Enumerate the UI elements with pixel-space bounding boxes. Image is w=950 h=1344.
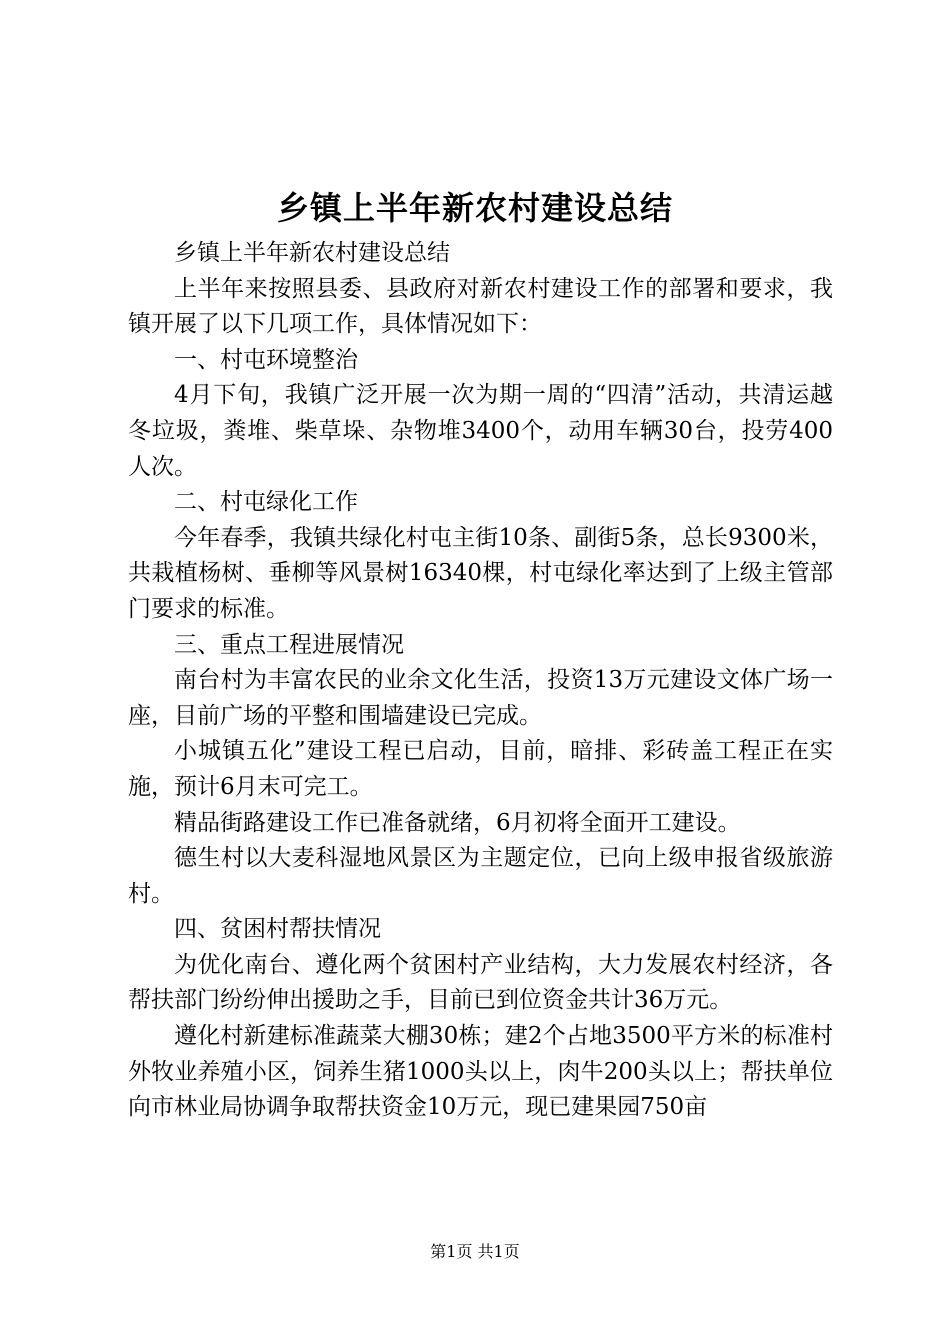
paragraph-subtitle: 乡镇上半年新农村建设总结 [174,240,450,266]
section-heading-2: 二、村屯绿化工作 [174,489,358,516]
paragraph: 精品街路建设工作已准备就绪，6月初将全面开工建设。 [174,809,741,836]
document-body [128,236,833,1126]
paragraph: 小城镇五化”建设工程已启动，目前，暗排、彩砖盖工程正在实施，预计6月末可完工。 [128,738,833,800]
paragraph: 德生村以大麦科湿地风景区为主题定位，已向上级申报省级旅游村。 [128,845,833,907]
document-title: 乡镇上半年新农村建设总结 [276,189,673,227]
section-heading-1: 一、村屯环境整治 [174,346,358,373]
paragraph: 为优化南台、遵化两个贫困村产业结构，大力发展农村经济，各帮扶部门纷纷伸出援助之手，目前已到位资金共计36万元。 [128,951,833,1014]
paragraph: 遵化村新建标准蔬菜大棚30栋；建2个占地3500平方米的标准村外牧业养殖小区，饲养生猪1000头以上，肉牛200头以上；帮扶单位向市林业局协调争取帮扶资金10万元，现已建果园750亩 [128,1023,833,1121]
page-footer: 第1页 共1页 [430,1242,520,1261]
section-heading-3: 三、重点工程进展情况 [174,631,404,658]
section-heading-4: 四、贫困村帮扶情况 [174,916,381,943]
paragraph: 4月下旬，我镇广泛开展一次为期一周的“四清”活动，共清运越冬垃圾，粪堆、柴草垛、杂物堆3400个，动用车辆30台，投劳400人次。 [128,382,833,480]
paragraph: 南台村为丰富农民的业余文化生活，投资13万元建设文体广场一座，目前广场的平整和围墙建设已完成。 [128,667,833,729]
paragraph-intro: 上半年来按照县委、县政府对新农村建设工作的部署和要求，我镇开展了以下几项工作，具体情况如下： [128,275,833,338]
paragraph: 今年春季，我镇共绿化村屯主街10条、副街5条，总长9300米，共栽植杨树、垂柳等风景树16340棵，村屯绿化率达到了上级主管部门要求的标准。 [128,524,833,622]
